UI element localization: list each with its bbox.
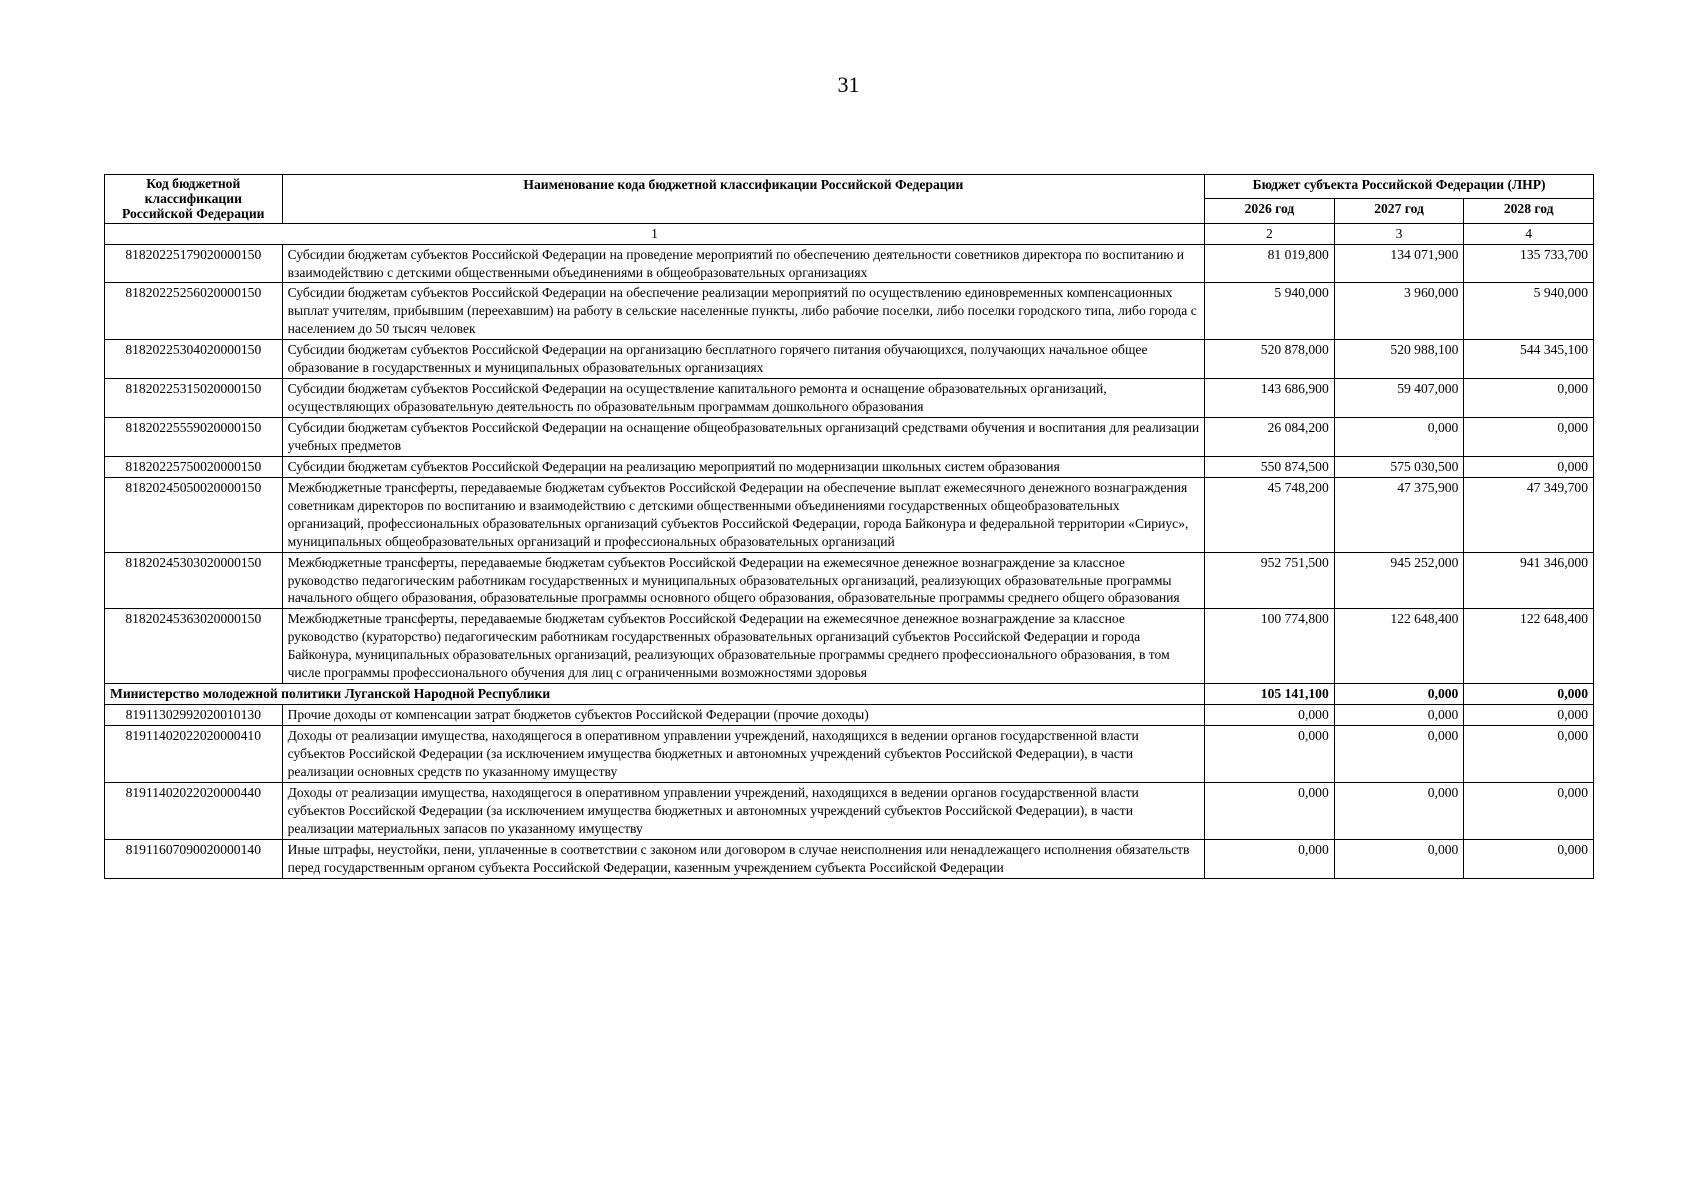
cell-2028: 0,000 — [1464, 705, 1594, 726]
cell-2028: 47 349,700 — [1464, 477, 1594, 552]
cell-2026: 81 019,800 — [1205, 244, 1335, 283]
cell-name: Субсидии бюджетам субъектов Российской Федерации на обеспечение реализации мероприятий по осуществлению единовременных компенсационных выплат учителям, прибывшим (переехавшим) на работу в сельские населенные пункты, либо рабочие поселки, либо поселки городского типа, либо города с населением до 50 тысяч человек — [282, 283, 1205, 340]
cell-code: 81911402022020000410 — [105, 726, 283, 783]
header-budget-group: Бюджет субъекта Российской Федерации (ЛНР) — [1205, 175, 1594, 199]
cell-2027: 575 030,500 — [1334, 456, 1464, 477]
cell-2026: 550 874,500 — [1205, 456, 1335, 477]
header-year-2028: 2028 год — [1464, 199, 1594, 223]
table-row — [105, 839, 1594, 878]
cell-name: Субсидии бюджетам субъектов Российской Федерации на реализацию мероприятий по модернизации школьных систем образования — [282, 456, 1205, 477]
cell-2028: 135 733,700 — [1464, 244, 1594, 283]
table-row — [105, 379, 1594, 418]
cell-2026: 45 748,200 — [1205, 477, 1335, 552]
cell-code: 81911302992020010130 — [105, 705, 283, 726]
cell-code: 81820245363020000150 — [105, 609, 283, 684]
table-header — [105, 175, 1594, 245]
cell-code: 81820225750020000150 — [105, 456, 283, 477]
cell-2027: 0,000 — [1334, 782, 1464, 839]
cell-name: Межбюджетные трансферты, передаваемые бюджетам субъектов Российской Федерации на ежемесячное денежное вознаграждение за классное руководство (кураторство) педагогическим работникам государственных образовательных организаций субъектов Российской Федерации и города Байконура, муниципальных образовательных организаций, реализующих образовательные программы среднего профессионального образования, в том числе программы профессионального обучения для лиц с ограниченными возможностями здоровья — [282, 609, 1205, 684]
section-total-2028: 0,000 — [1464, 684, 1594, 705]
cell-name: Межбюджетные трансферты, передаваемые бюджетам субъектов Российской Федерации на ежемесячное денежное вознаграждение за классное руководство педагогическим работникам государственных и муниципальных образовательных организаций, реализующих образовательные программы начального общего образования, образовательные программы основного общего образования, образовательные программы среднего общего образования — [282, 552, 1205, 609]
table-row — [105, 418, 1594, 457]
column-number-1: 1 — [105, 223, 1205, 244]
cell-code: 81820225315020000150 — [105, 379, 283, 418]
cell-2027: 520 988,100 — [1334, 340, 1464, 379]
cell-2028: 5 940,000 — [1464, 283, 1594, 340]
cell-name: Субсидии бюджетам субъектов Российской Федерации на осуществление капитального ремонта и оснащение образовательных организаций, осуществляющих образовательную деятельность по образовательным программам дошкольного образования — [282, 379, 1205, 418]
cell-2026: 520 878,000 — [1205, 340, 1335, 379]
cell-code: 81820245050020000150 — [105, 477, 283, 552]
cell-code: 81820225304020000150 — [105, 340, 283, 379]
cell-name: Субсидии бюджетам субъектов Российской Федерации на оснащение общеобразовательных организаций средствами обучения и воспитания для реализации учебных предметов — [282, 418, 1205, 457]
column-number-3: 3 — [1334, 223, 1464, 244]
cell-2027: 47 375,900 — [1334, 477, 1464, 552]
cell-2027: 0,000 — [1334, 839, 1464, 878]
page-number: 31 — [837, 72, 860, 97]
cell-2026: 0,000 — [1205, 782, 1335, 839]
cell-2027: 0,000 — [1334, 726, 1464, 783]
cell-2027: 59 407,000 — [1334, 379, 1464, 418]
header-year-2027: 2027 год — [1334, 199, 1464, 223]
cell-2026: 26 084,200 — [1205, 418, 1335, 457]
cell-2028: 0,000 — [1464, 379, 1594, 418]
cell-2028: 0,000 — [1464, 726, 1594, 783]
cell-code: 81820225559020000150 — [105, 418, 283, 457]
cell-code: 81820225179020000150 — [105, 244, 283, 283]
header-code-column: Код бюджетной классификации Российской Федерации — [105, 175, 283, 224]
cell-2026: 0,000 — [1205, 839, 1335, 878]
cell-name: Субсидии бюджетам субъектов Российской Федерации на организацию бесплатного горячего питания обучающихся, получающих начальное общее образование в государственных и муниципальных образовательных организациях — [282, 340, 1205, 379]
cell-2027: 122 648,400 — [1334, 609, 1464, 684]
cell-code: 81820225256020000150 — [105, 283, 283, 340]
cell-2028: 0,000 — [1464, 782, 1594, 839]
cell-code: 81820245303020000150 — [105, 552, 283, 609]
section-total-2027: 0,000 — [1334, 684, 1464, 705]
cell-2027: 0,000 — [1334, 705, 1464, 726]
cell-2028: 544 345,100 — [1464, 340, 1594, 379]
cell-2026: 952 751,500 — [1205, 552, 1335, 609]
cell-2027: 3 960,000 — [1334, 283, 1464, 340]
column-number-2: 2 — [1205, 223, 1335, 244]
budget-table — [104, 174, 1594, 879]
cell-2026: 0,000 — [1205, 705, 1335, 726]
cell-2027: 134 071,900 — [1334, 244, 1464, 283]
header-year-2026: 2026 год — [1205, 199, 1335, 223]
table-row — [105, 782, 1594, 839]
cell-2027: 945 252,000 — [1334, 552, 1464, 609]
cell-code: 81911402022020000440 — [105, 782, 283, 839]
cell-name: Иные штрафы, неустойки, пени, уплаченные в соответствии с законом или договором в случае неисполнения или ненадлежащего исполнения обязательств перед государственным органом субъекта Российской Федерации, казенным учреждением субъекта Российской Федерации — [282, 839, 1205, 878]
cell-name: Субсидии бюджетам субъектов Российской Федерации на проведение мероприятий по обеспечению деятельности советников директора по воспитанию и взаимодействию с детскими общественными объединениями в общеобразовательных организациях — [282, 244, 1205, 283]
cell-2028: 941 346,000 — [1464, 552, 1594, 609]
table-row — [105, 705, 1594, 726]
cell-2026: 0,000 — [1205, 726, 1335, 783]
column-number-4: 4 — [1464, 223, 1594, 244]
cell-2028: 0,000 — [1464, 418, 1594, 457]
cell-name: Прочие доходы от компенсации затрат бюджетов субъектов Российской Федерации (прочие доходы) — [282, 705, 1205, 726]
table-row — [105, 244, 1594, 283]
cell-2028: 122 648,400 — [1464, 609, 1594, 684]
cell-2026: 5 940,000 — [1205, 283, 1335, 340]
cell-name: Доходы от реализации имущества, находящегося в оперативном управлении учреждений, находящихся в ведении органов государственной власти субъектов Российской Федерации (за исключением имущества бюджетных и автономных учреждений субъектов Российской Федерации), в части реализации материальных запасов по указанному имуществу — [282, 782, 1205, 839]
table-row — [105, 456, 1594, 477]
table-row — [105, 552, 1594, 609]
cell-2028: 0,000 — [1464, 839, 1594, 878]
section-total-2026: 105 141,100 — [1205, 684, 1335, 705]
section-row — [105, 684, 1594, 705]
cell-2026: 143 686,900 — [1205, 379, 1335, 418]
table-row — [105, 477, 1594, 552]
table-row — [105, 609, 1594, 684]
cell-name: Доходы от реализации имущества, находящегося в оперативном управлении учреждений, находящихся в ведении органов государственной власти субъектов Российской Федерации (за исключением имущества бюджетных и автономных учреждений субъектов Российской Федерации), в части реализации основных средств по указанному имуществу — [282, 726, 1205, 783]
section-title: Министерство молодежной политики Луганской Народной Республики — [105, 684, 1205, 705]
cell-2026: 100 774,800 — [1205, 609, 1335, 684]
cell-code: 81911607090020000140 — [105, 839, 283, 878]
table-body — [105, 244, 1594, 878]
table-row — [105, 283, 1594, 340]
header-name-column: Наименование кода бюджетной классификации Российской Федерации — [282, 175, 1205, 224]
cell-name: Межбюджетные трансферты, передаваемые бюджетам субъектов Российской Федерации на обеспечение выплат ежемесячного денежного вознаграждения советникам директоров по воспитанию и взаимодействию с детскими общественными объединениями государственных общеобразовательных организаций, профессиональных образовательных организаций субъектов Российской Федерации, города Байконура и федеральной территории «Сириус», муниципальных общеобразовательных организаций и профессиональных образовательных организаций — [282, 477, 1205, 552]
table-row — [105, 340, 1594, 379]
table-row — [105, 726, 1594, 783]
cell-2028: 0,000 — [1464, 456, 1594, 477]
cell-2027: 0,000 — [1334, 418, 1464, 457]
